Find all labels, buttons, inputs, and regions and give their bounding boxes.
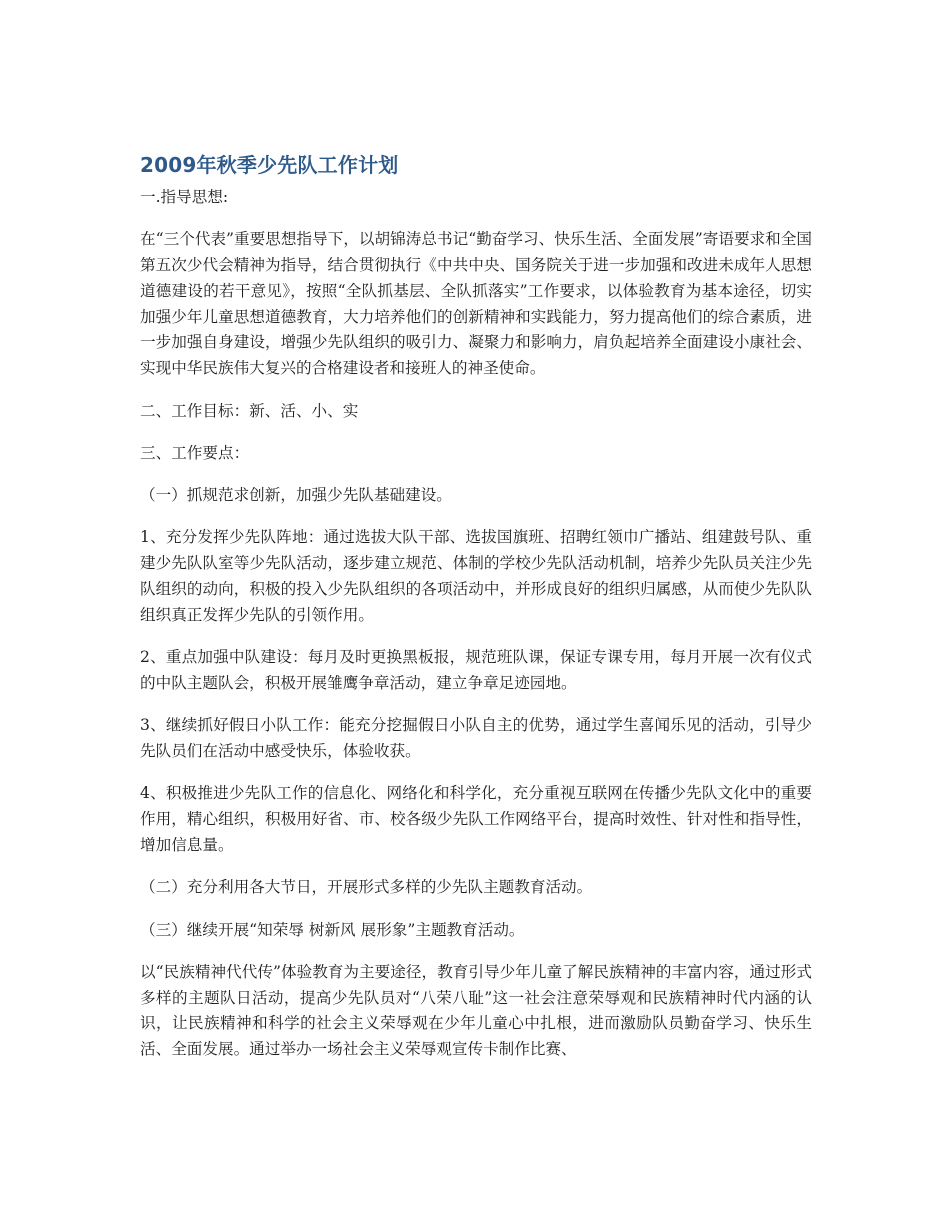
section-heading-guiding-thought: 一.指导思想: — [140, 188, 229, 206]
document-title: 2009年秋季少先队工作计划 — [140, 153, 399, 177]
paragraph-guiding-thought: 在“三个代表”重要思想指导下，以胡锦涛总书记“勤奋学习、快乐生活、全面发展”寄语要求和全国第五次少代会精神为指导，结合贯彻执行《中共中央、国务院关于进一步加强和改进未成年人思想道德建设的若干意见》，按照“全队抓基层、全队抓落实”工作要求，以体验教育为基本途径，切实加强少年儿童思想道德教育，大力培养他们的创新精神和实践能力，努力提高他们的综合素质，进一步加强自身建设，增强少先队组织的吸引力、凝聚力和影响力，肩负起培养全面建设小康社会、实现中华民族伟大复兴的合格建设者和接班人的神圣使命。 — [140, 230, 812, 378]
section-heading-work-goal: 二、工作目标：新、活、小、实 — [140, 401, 359, 420]
document-body — [140, 148, 812, 1063]
paragraph-national-spirit: 以“民族精神代代传”体验教育为主要途径，教育引导少年儿童了解民族精神的丰富内容，通过形式多样的主题队日活动，提高少先队员对“八荣八耻”这一社会注意荣辱观和民族精神时代内涵的认识，让民族精神和科学的社会主义荣辱观在少年儿童心中扎根，进而激励队员勤奋学习、快乐生活、全面发展。通过举办一场社会主义荣辱观宣传卡制作比赛、 — [140, 962, 812, 1059]
list-item-3-holiday-teams: 3、继续抓好假日小队工作：能充分挖掘假日小队自主的优势，通过学生喜闻乐见的活动，引导少先队员们在活动中感受快乐，体验收获。 — [140, 716, 812, 761]
list-item-4-informatization: 4、积极推进少先队工作的信息化、网络化和科学化，充分重视互联网在传播少先队文化中的重要作用，精心组织，积极用好省、市、校各级少先队工作网络平台，提高时效性、针对性和指导性，增加信息量。 — [140, 784, 812, 854]
subheading-theme-education: （三）继续开展“知荣辱 树新风 展形象”主题教育活动。 — [140, 920, 525, 939]
list-item-2-squadron-building: 2、重点加强中队建设：每月及时更换黑板报，规范班队课，保证专课专用，每月开展一次有仪式的中队主题队会，积极开展雏鹰争章活动，建立争章足迹园地。 — [140, 648, 812, 692]
list-item-1-pioneer-positions: 1、充分发挥少先队阵地：通过选拔大队干部、选拔国旗班、招聘红领巾广播站、组建鼓号队、重建少先队队室等少先队活动，逐步建立规范、体制的学校少先队活动机制，培养少先队员关注少先队组织的动向，积极的投入少先队组织的各项活动中，并形成良好的组织归属感，从而使少先队队组织真正发挥少先队的引领作用。 — [140, 528, 812, 624]
subheading-standardize-innovate: （一）抓规范求创新，加强少先队基础建设。 — [140, 486, 452, 505]
subheading-festival-activities: （二）充分利用各大节日，开展形式多样的少先队主题教育活动。 — [140, 878, 593, 897]
section-heading-work-points: 三、工作要点： — [140, 443, 250, 462]
